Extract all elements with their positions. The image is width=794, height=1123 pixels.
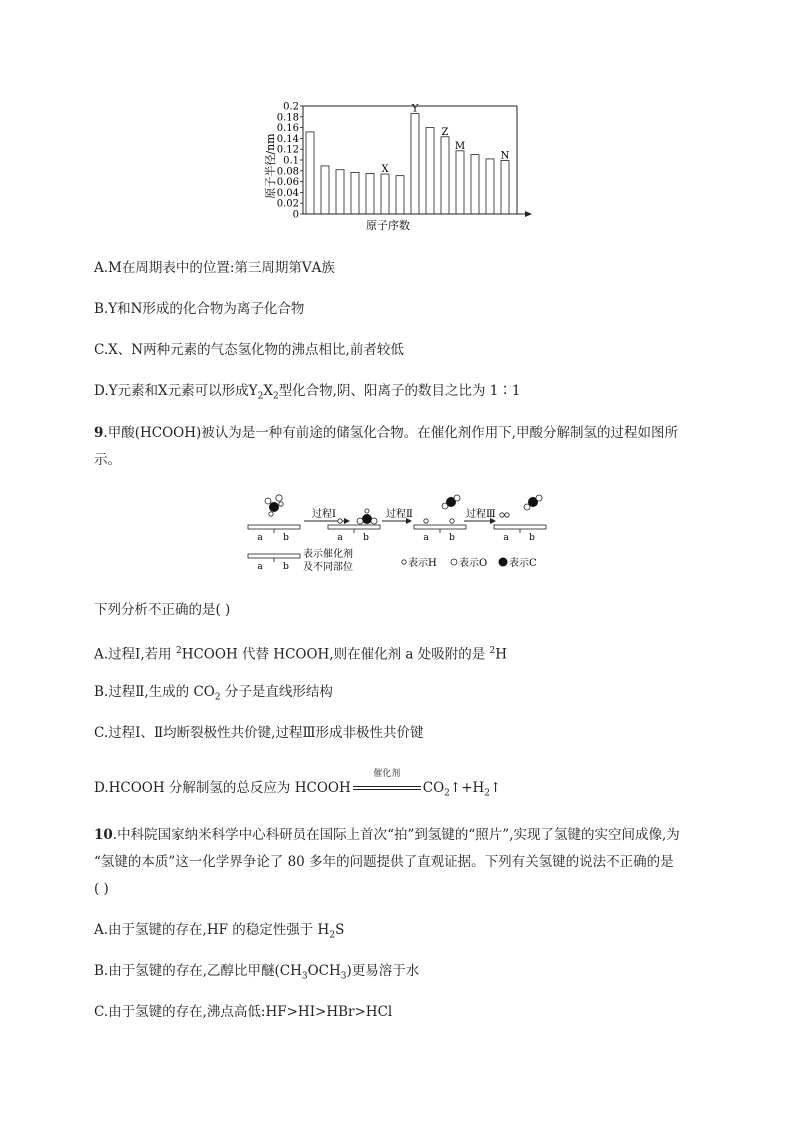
q9-stem-line-2: 示。	[94, 452, 121, 468]
q9-question: 下列分析不正确的是( )	[94, 602, 231, 618]
x-axis-label: 原子序数	[366, 219, 410, 232]
radius-bar	[456, 151, 464, 214]
q10-option-a-text-2: S	[335, 922, 345, 938]
q10-option-c: C.由于氢键的存在,沸点高低:HF>HI>HBr>HCl	[94, 1004, 393, 1020]
q10-stem-text-1: .中科院国家纳米科学中心科研员在国际上首次“拍”到氢键的“照片”,实现了氢键的实空间成像,为	[112, 827, 680, 843]
catalyst-surface-2	[328, 525, 380, 533]
y-tick-label: 0.08	[276, 166, 299, 178]
q10-option-b-sub-1: 3	[301, 971, 308, 982]
q10-option-b	[94, 961, 419, 987]
q9-option-c: C.过程Ⅰ、Ⅱ均断裂极性共价键,过程Ⅲ形成非极性共价键	[94, 725, 424, 741]
legend-o-text: 表示O	[459, 558, 488, 569]
hcooh-molecule	[265, 495, 283, 516]
y-tick-label: 0	[292, 209, 299, 221]
legend-catalyst-text-1: 表示催化剂	[303, 549, 353, 560]
q9-option-d-text-1: D.HCOOH 分解制氢的总反应为 HCOOH	[94, 780, 351, 796]
q8-option-d-text-3: 型化合物,阴、阳离子的数目之比为 1∶1	[278, 383, 521, 399]
q8-option-c: C.X、N两种元素的气态氢化物的沸点相比,前者较低	[94, 342, 404, 358]
site-b-label-3: b	[449, 533, 455, 543]
y-tick-label: 0.2	[283, 101, 299, 113]
element-label-n: N	[500, 150, 510, 162]
site-a-label-3: a	[423, 533, 429, 543]
radius-bar	[471, 155, 479, 214]
legend-catalyst-text-2: 及不同部位	[303, 562, 353, 573]
q9-option-a-text-1: A.过程Ⅰ,若用	[94, 646, 176, 663]
legend-h-icon	[402, 560, 406, 564]
legend-site-a: a	[257, 562, 263, 572]
q8-option-d-text-1: D.Y元素和X元素可以形成Y	[94, 383, 258, 399]
q10-option-b-text-2: OCH	[307, 963, 341, 979]
q8-option-d-text-2: X	[263, 383, 273, 399]
radius-bar	[336, 170, 344, 214]
element-label-m: M	[454, 140, 466, 152]
catalyst-surface-4	[494, 525, 546, 533]
catalyst-condition-label: 催化剂	[373, 769, 401, 779]
q8-option-d-sub-2: 2	[272, 391, 279, 402]
h2-and-co2-products	[500, 495, 542, 517]
legend-o-icon	[451, 559, 457, 565]
q9-option-a-text-2: HCOOH 代替 HCOOH,则在催化剂 a 处吸附的是	[181, 646, 490, 663]
q10-option-b-sub-2: 3	[340, 971, 347, 982]
y-tick-label: 0.14	[276, 133, 299, 145]
q10-option-a-text-1: A.由于氢键的存在,HF 的稳定性强于 H	[94, 922, 330, 938]
radius-bar	[411, 114, 419, 214]
q9-option-a-sup-1: 2	[175, 646, 182, 656]
q9-stem-line-1	[94, 423, 678, 443]
site-a-label-4: a	[503, 533, 509, 543]
q8-option-d	[94, 381, 520, 407]
radius-bar	[366, 174, 374, 215]
q9-option-a-sup-2: 2	[489, 646, 496, 656]
q9-option-d-sub-1: 2	[444, 788, 450, 799]
radius-bar	[321, 166, 329, 214]
x-axis-arrow	[525, 211, 532, 217]
q10-option-a-sub: 2	[329, 930, 336, 941]
step-2-label: 过程Ⅱ	[386, 509, 413, 520]
q9-option-b-text-2: 分子是直线形结构	[220, 684, 333, 700]
site-b-label-2: b	[363, 533, 369, 543]
atomic-radius-chart	[255, 98, 545, 234]
y-tick-label: 0.1	[283, 155, 299, 167]
catalyst-surface-3	[414, 525, 466, 533]
radius-bar	[381, 174, 389, 214]
site-a-label-1: a	[257, 533, 263, 543]
element-label-y: Y	[411, 103, 419, 115]
q9-option-d-text-2: CO	[422, 780, 445, 796]
y-tick-label: 0.02	[276, 198, 299, 210]
y-axis-label: 原子半径/nm	[264, 133, 277, 199]
legend-c-icon	[499, 558, 508, 567]
q8-option-a: A.M在周期表中的位置:第三周期第ⅤA族	[94, 260, 335, 276]
adsorbed-species-1	[338, 509, 377, 524]
radius-bar	[351, 172, 359, 214]
radius-bar	[396, 176, 404, 214]
step-3-label: 过程Ⅲ	[466, 509, 496, 520]
legend-catalyst-symbol	[248, 554, 300, 562]
y-tick-label: 0.04	[276, 187, 299, 199]
q9-option-b	[94, 682, 333, 708]
element-label-x: X	[381, 164, 389, 176]
q10-option-b-text-1: B.由于氢键的存在,乙醇比甲醚(CH	[94, 963, 302, 979]
q8-option-d-sub-1: 2	[257, 391, 264, 402]
element-label-z: Z	[441, 126, 449, 138]
site-b-label-4: b	[529, 533, 535, 543]
q10-stem-line-2: “氢键的本质”这一化学界争论了 80 多年的问题提供了直观证据。下列有关氢键的说法不正确的是	[94, 854, 674, 870]
q10-option-a	[94, 920, 344, 946]
radius-bar	[426, 128, 434, 214]
legend-h-text: 表示H	[408, 558, 437, 569]
q9-option-d-text-4: ↑	[490, 780, 502, 796]
radius-bar	[501, 161, 509, 214]
radius-bar	[486, 159, 494, 214]
formic-acid-process-diagram	[240, 488, 560, 576]
y-tick-label: 0.16	[276, 123, 299, 135]
q9-option-d	[94, 769, 502, 804]
step-1-label: 过程Ⅰ	[312, 509, 336, 520]
step-1-arrowhead	[344, 518, 350, 524]
y-tick-label: 0.18	[276, 112, 299, 124]
q9-stem-text-1: .甲酸(HCOOH)被认为是一种有前途的储氢化合物。在催化剂作用下,甲酸分解制氢的过程如图所	[103, 425, 679, 441]
q9-option-b-text-1: B.过程Ⅱ,生成的 CO	[94, 684, 215, 700]
q10-number: 10	[94, 827, 113, 843]
y-tick-label: 0.12	[276, 144, 299, 156]
legend-c-text: 表示C	[509, 558, 537, 569]
q10-stem-line-3: ( )	[94, 881, 109, 897]
q9-option-d-text-3: ↑+H	[449, 780, 485, 796]
condition-double-line	[353, 786, 421, 790]
catalyst-surface-1	[248, 525, 300, 533]
adsorbed-species-2	[424, 495, 460, 523]
legend-site-b: b	[283, 562, 289, 572]
q8-option-b: B.Y和N形成的化合物为离子化合物	[94, 301, 305, 317]
q9-option-a	[94, 641, 507, 665]
y-tick-label: 0.06	[276, 177, 299, 189]
q9-number: 9	[94, 425, 104, 441]
q9-option-b-sub: 2	[214, 692, 221, 703]
q10-option-b-text-3: )更易溶于水	[346, 963, 420, 979]
reaction-condition-arrow	[351, 769, 423, 798]
radius-bar	[441, 137, 449, 214]
q10-stem-line-1	[94, 825, 680, 845]
q9-option-a-text-3: H	[495, 646, 508, 663]
site-b-label-1: b	[283, 533, 289, 543]
radius-bar	[306, 132, 314, 214]
site-a-label-2: a	[337, 533, 343, 543]
q9-option-d-sub-2: 2	[484, 788, 491, 799]
